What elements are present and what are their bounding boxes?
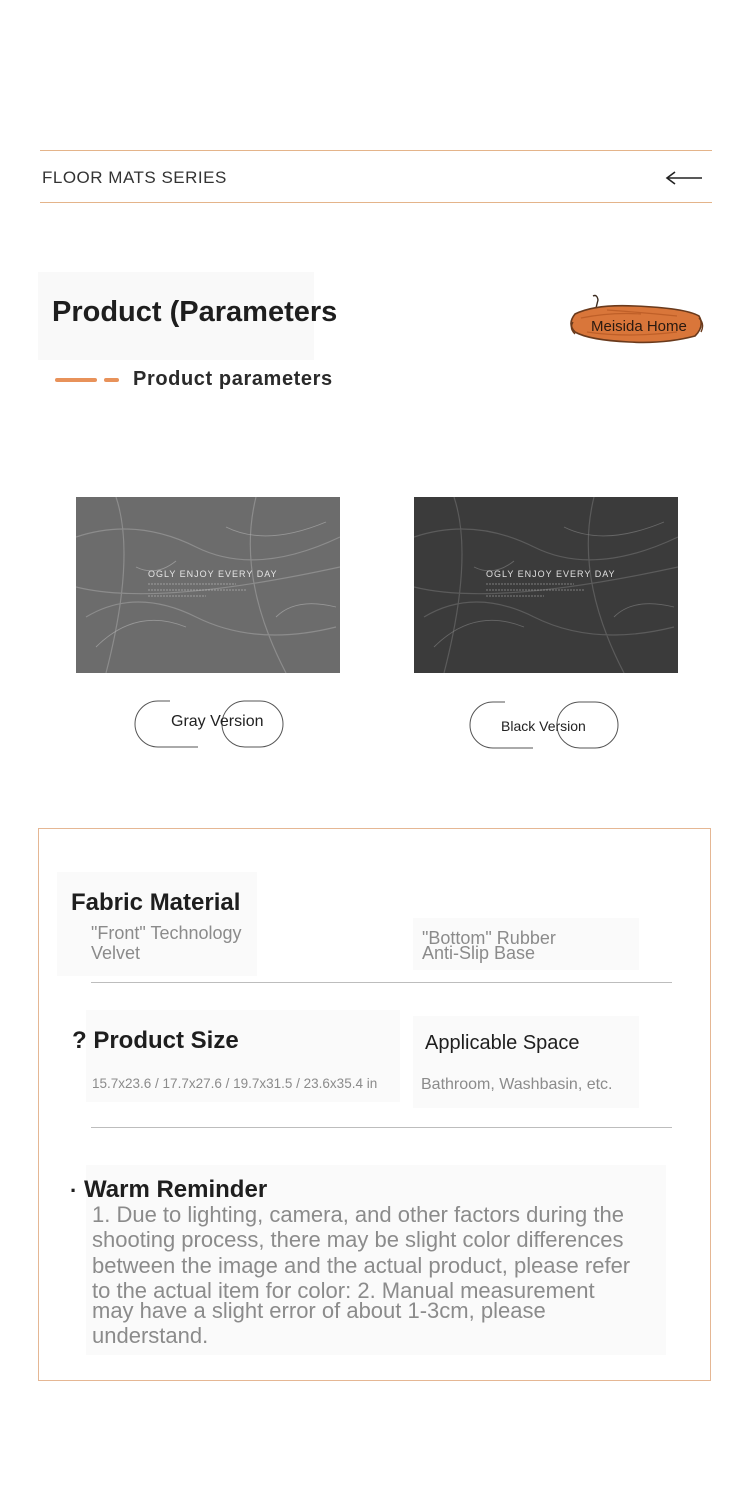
spec-divider-2 [91,1127,672,1128]
space-values: Bathroom, Washbasin, etc. [421,1076,613,1093]
reminder-heading: Warm Reminder [84,1176,268,1203]
bottom-material-line2: Anti-Slip Base [422,943,536,963]
reminder-bullet: · [70,1178,78,1203]
reminder-line-5: may have a slight error of about 1-3cm, please [92,1298,546,1323]
black-mat-image [414,497,678,673]
space-heading: Applicable Space [425,1032,580,1054]
size-heading: ? Product Size [72,1027,239,1054]
front-material-line2: Velvet [91,943,141,963]
gray-mat-image [76,497,340,673]
top-rule [40,150,712,151]
space-heading-bg [413,1016,639,1108]
accent-line-short [104,378,119,382]
header-bottom-rule [40,202,712,203]
black-mat-caption: OGLY ENJOY EVERY DAY [486,569,616,579]
accent-line-long [55,378,97,382]
reminder-line-1: 1. Due to lighting, camera, and other factors during the [92,1202,624,1227]
front-material-line1: "Front" Technology [91,923,242,943]
spec-divider-1 [91,982,672,983]
size-values: 15.7x23.6 / 17.7x27.6 / 19.7x31.5 / 23.6x35.4 in [92,1076,378,1091]
gray-mat-caption: OGLY ENJOY EVERY DAY [148,569,278,579]
series-label: FLOOR MATS SERIES [42,168,227,187]
reminder-line-2: shooting process, there may be slight color differences [92,1227,624,1252]
reminder-line-3: between the image and the actual product, please refer [92,1253,631,1278]
gray-version-label: Gray Version [171,713,264,730]
fabric-heading: Fabric Material [71,889,241,916]
section-subtitle: Product parameters [133,368,333,390]
arrow-left-icon[interactable] [664,166,704,190]
reminder-line-6: understand. [92,1323,209,1348]
black-version-label: Black Version [501,718,586,734]
bottom-material-line1: "Bottom" Rubber [422,928,556,948]
reminder-line-4: to the actual item for color: 2. Manual measurement [92,1278,595,1303]
brand-name: Meisida Home [591,318,687,335]
page-title: Product (Parameters [52,296,338,328]
